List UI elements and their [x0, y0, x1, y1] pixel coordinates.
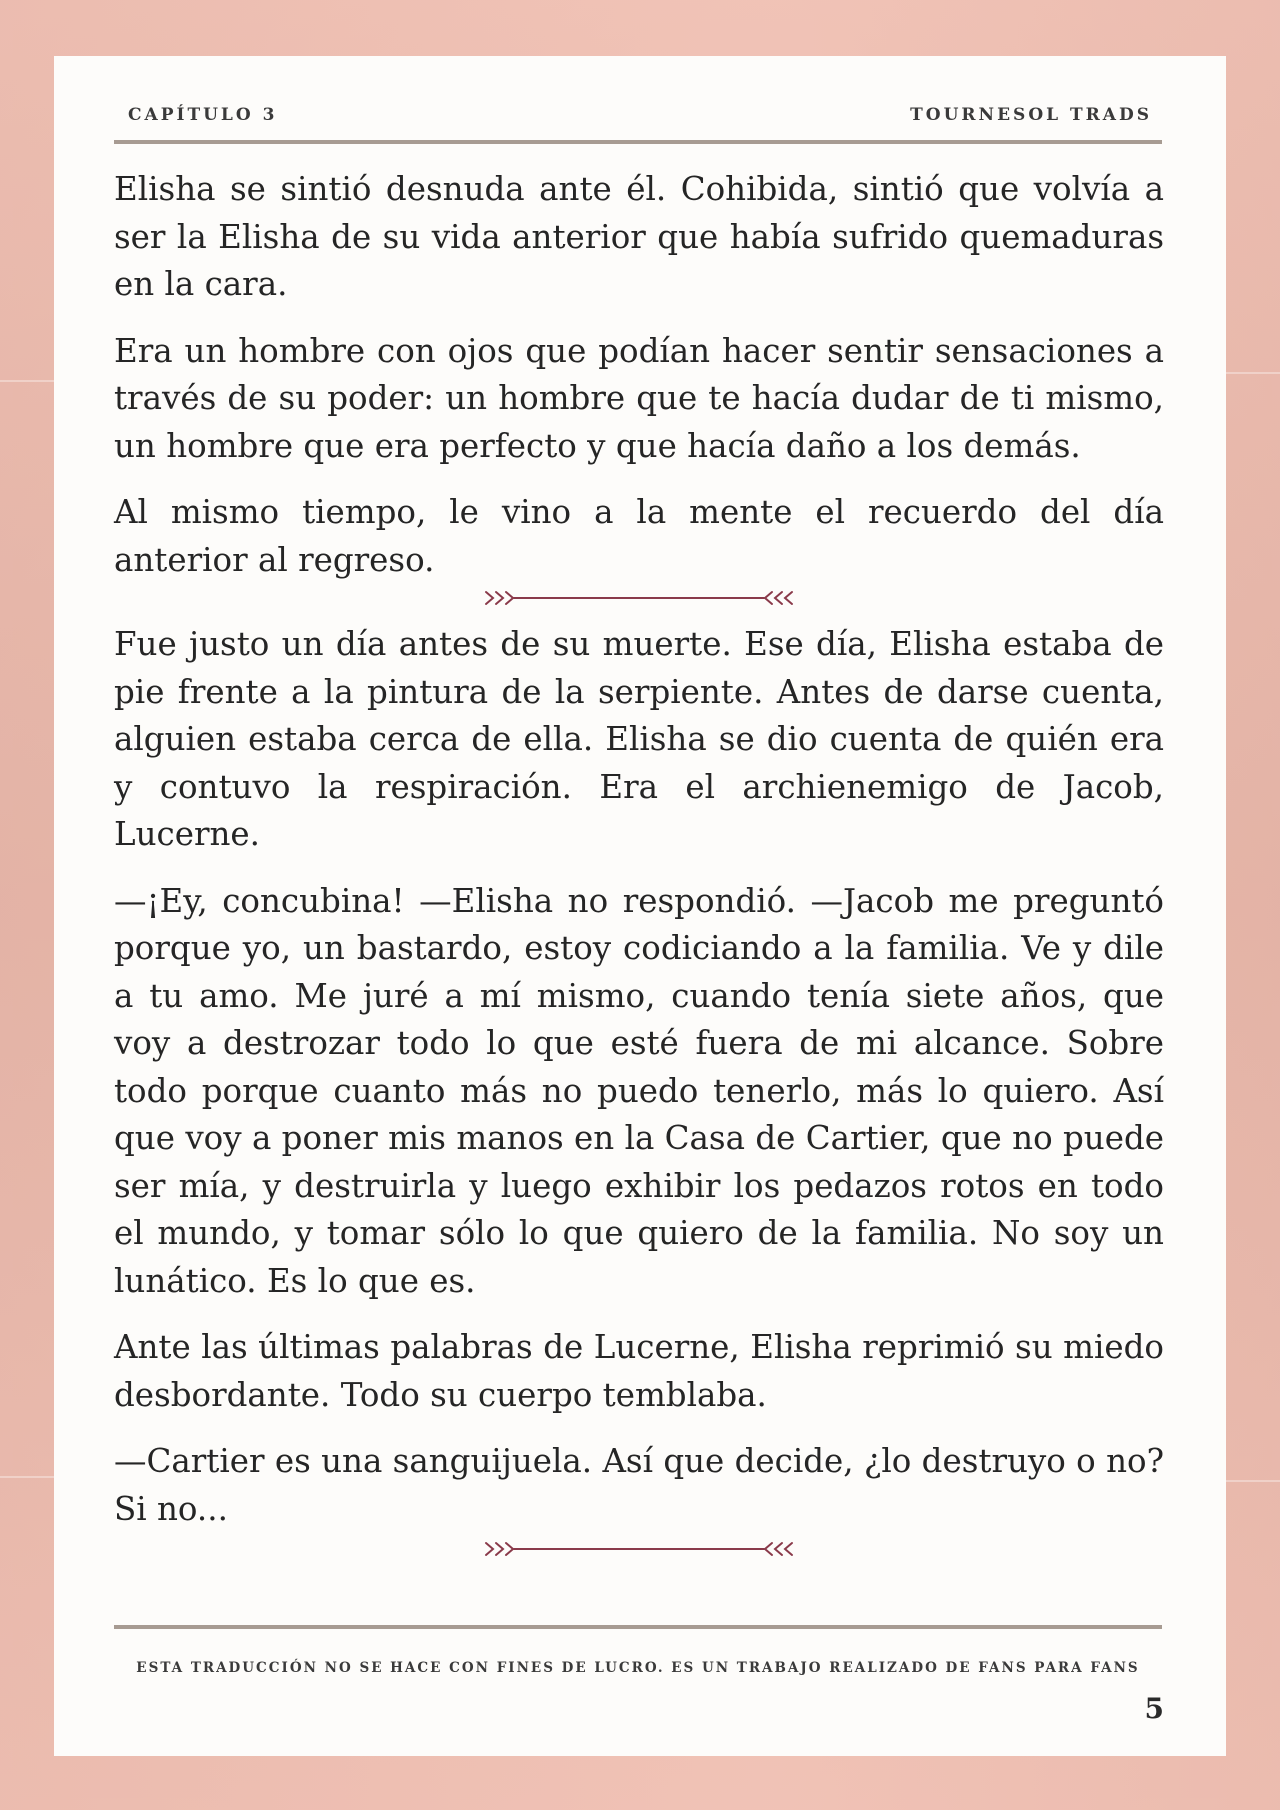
footer-rule — [114, 1625, 1162, 1629]
paragraph: —¡Ey, concubina! —Elisha no respondió. —Jacob me preguntó porque yo, un bastardo, estoy codiciando a la familia. Ve y dile a tu amo. Me juré a mí mismo, cuando tenía siete años, que voy a destrozar todo lo que esté fuera de mi alcance. Sobre todo porque cuanto más no puedo tenerlo, más lo quiero. Así que voy a poner mis manos en la Casa de Cartier, que no puede ser mía, y destruirla y luego exhibir los pedazos rotos en todo el mundo, y tomar sólo lo que quiero de la familia. No soy un lunático. Es lo que es. — [114, 881, 1164, 1300]
paper-crease — [0, 1476, 54, 1478]
paragraph: Al mismo tiempo, le vino a la mente el recuerdo del día anterior al regreso. — [114, 493, 1164, 579]
group-label: TOURNESOL TRADS — [910, 105, 1152, 125]
footer-disclaimer: ESTA TRADUCCIÓN NO SE HACE CON FINES DE LUCRO. ES UN TRABAJO REALIZADO DE FANS PARA FANS — [136, 1660, 1140, 1676]
page-sheet — [54, 56, 1226, 1756]
header-rule — [114, 140, 1162, 144]
page-number: 5 — [1144, 1692, 1164, 1725]
paragraph: Fue justo un día antes de su muerte. Ese día, Elisha estaba de pie frente a la pintura de la serpiente. Antes de darse cuenta, alguien estaba cerca de ella. Elisha se dio cuenta de quién era y contuvo la respiración. Era el archienemigo de Jacob, Lucerne. — [114, 625, 1164, 853]
paragraph: Elisha se sintió desnuda ante él. Cohibida, sintió que volvía a ser la Elisha de su vida anterior que había sufrido quemaduras en la cara. — [114, 170, 1164, 303]
paragraph: —Cartier es una sanguijuela. Así que decide, ¿lo destruyo o no? Si no... — [114, 1442, 1164, 1528]
chapter-label: CAPÍTULO 3 — [128, 105, 278, 125]
paper-crease — [1226, 1480, 1280, 1482]
chapter-text — [114, 166, 1164, 1572]
arrow-divider-icon — [484, 1538, 794, 1560]
paragraph: Ante las últimas palabras de Lucerne, Elisha reprimió su miedo desbordante. Todo su cuerpo temblaba. — [114, 1328, 1164, 1414]
paper-crease — [0, 380, 54, 382]
arrow-divider-icon — [484, 587, 794, 609]
paragraph: Era un hombre con ojos que podían hacer sentir sensaciones a través de su poder: un hombre que te hacía dudar de ti mismo, un hombre que era perfecto y que hacía daño a los demás. — [114, 331, 1164, 465]
page-header — [114, 100, 1166, 130]
paper-crease — [1226, 372, 1280, 374]
